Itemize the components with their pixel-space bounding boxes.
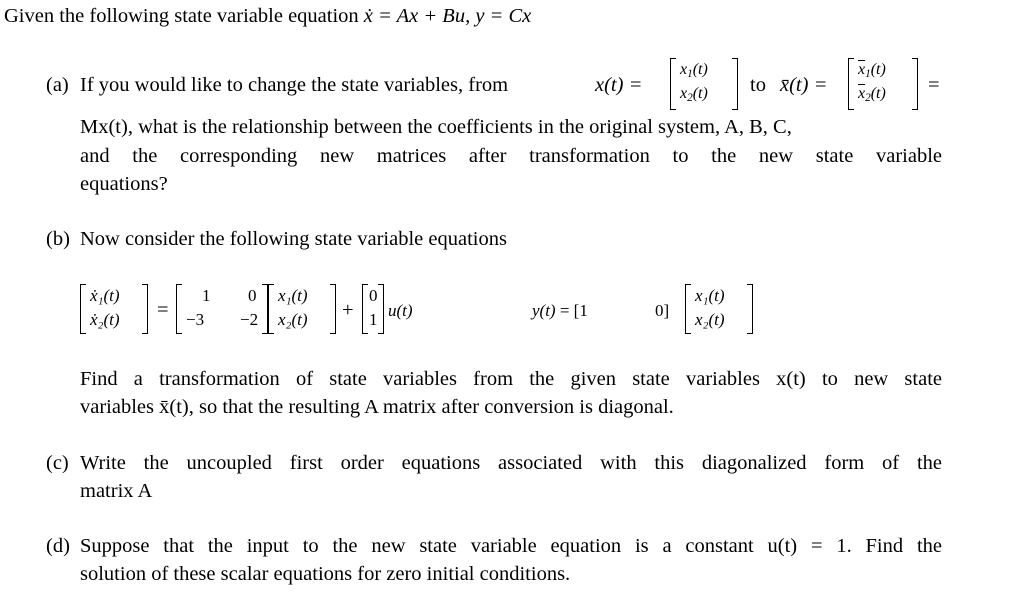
part-a-equals: = bbox=[928, 74, 940, 96]
a-matrix-11: 1 bbox=[202, 286, 211, 305]
part-a-label: (a) bbox=[46, 74, 69, 96]
x-2: x₂(t) bbox=[278, 310, 308, 329]
part-a-x-of-t: x(t) = bbox=[595, 74, 643, 96]
a-matrix-21: −3 bbox=[186, 310, 205, 329]
part-a-line2: Mx(t), what is the relationship between the coefficients in the original system, A, B, C, bbox=[80, 116, 792, 138]
part-d-line1: Suppose that the input to the new state variable equation is a constant u(t) = 1. Find the bbox=[80, 535, 942, 557]
part-a-xbar2: $\overline{x}_2(t)$ bbox=[858, 85, 886, 104]
b-1: 0 bbox=[369, 286, 378, 305]
input-u: u(t) bbox=[388, 301, 413, 320]
part-a-xbar-of-t: x̄(t) = bbox=[780, 74, 828, 96]
part-c-label: (c) bbox=[46, 452, 69, 474]
a-matrix-22: −2 bbox=[240, 310, 259, 329]
part-b-find-line2: variables x̄(t), so that the resulting A matrix after conversion is diagonal. bbox=[80, 396, 674, 418]
part-a-x1: $x_1(t)$ bbox=[680, 61, 708, 80]
xdot-vector bbox=[80, 284, 148, 334]
output-lhs: y(t) = [1 bbox=[532, 301, 588, 320]
part-d-line2: solution of these scalar equations for zero initial conditions. bbox=[80, 563, 571, 585]
b-vector bbox=[362, 284, 384, 334]
part-a-to-word: to bbox=[750, 74, 766, 96]
output-x-2: x₂(t) bbox=[695, 310, 725, 329]
part-a-x-vector bbox=[670, 58, 738, 110]
part-d-label: (d) bbox=[46, 535, 70, 557]
xdot-2: ẋ₂(t) bbox=[90, 310, 120, 329]
x-1: x₁(t) bbox=[278, 286, 308, 305]
part-b-intro: Now consider the following state variable equations bbox=[80, 228, 507, 250]
part-a-xbar1: $\overline{x}_1(t)$ bbox=[858, 61, 886, 80]
part-a-xbar-vector bbox=[848, 58, 918, 110]
a-matrix bbox=[176, 284, 268, 334]
part-c-line2: matrix A bbox=[80, 480, 153, 502]
b-2: 1 bbox=[369, 310, 378, 329]
part-b-find-line1: Find a transformation of state variables from the given state variables x(t) to new state bbox=[80, 368, 942, 390]
part-c-line1: Write the uncoupled first order equations associated with this diagonalized form of the bbox=[80, 452, 942, 474]
part-b-label: (b) bbox=[46, 228, 70, 250]
x-vector bbox=[268, 284, 336, 334]
output-c-last: 0] bbox=[655, 301, 670, 320]
xdot-1: ẋ₁(t) bbox=[90, 286, 120, 305]
part-a-line4: equations? bbox=[80, 173, 168, 195]
part-a-line3: and the corresponding new matrices after transformation to the new state variable bbox=[80, 145, 942, 167]
intro-line bbox=[4, 6, 531, 27]
part-a-line1-text: If you would like to change the state variables, from bbox=[80, 74, 509, 96]
a-matrix-12: 0 bbox=[248, 286, 257, 305]
state-equals: = bbox=[157, 299, 169, 321]
intro-equation: ẋ = Ax + Bu, y = Cx bbox=[363, 5, 532, 27]
output-x-1: x₁(t) bbox=[695, 286, 725, 305]
plus-sign: + bbox=[342, 299, 354, 321]
intro-text: Given the following state variable equation bbox=[4, 5, 359, 27]
output-x-vector bbox=[685, 284, 753, 334]
part-a-x2: $x_2(t)$ bbox=[680, 85, 708, 104]
